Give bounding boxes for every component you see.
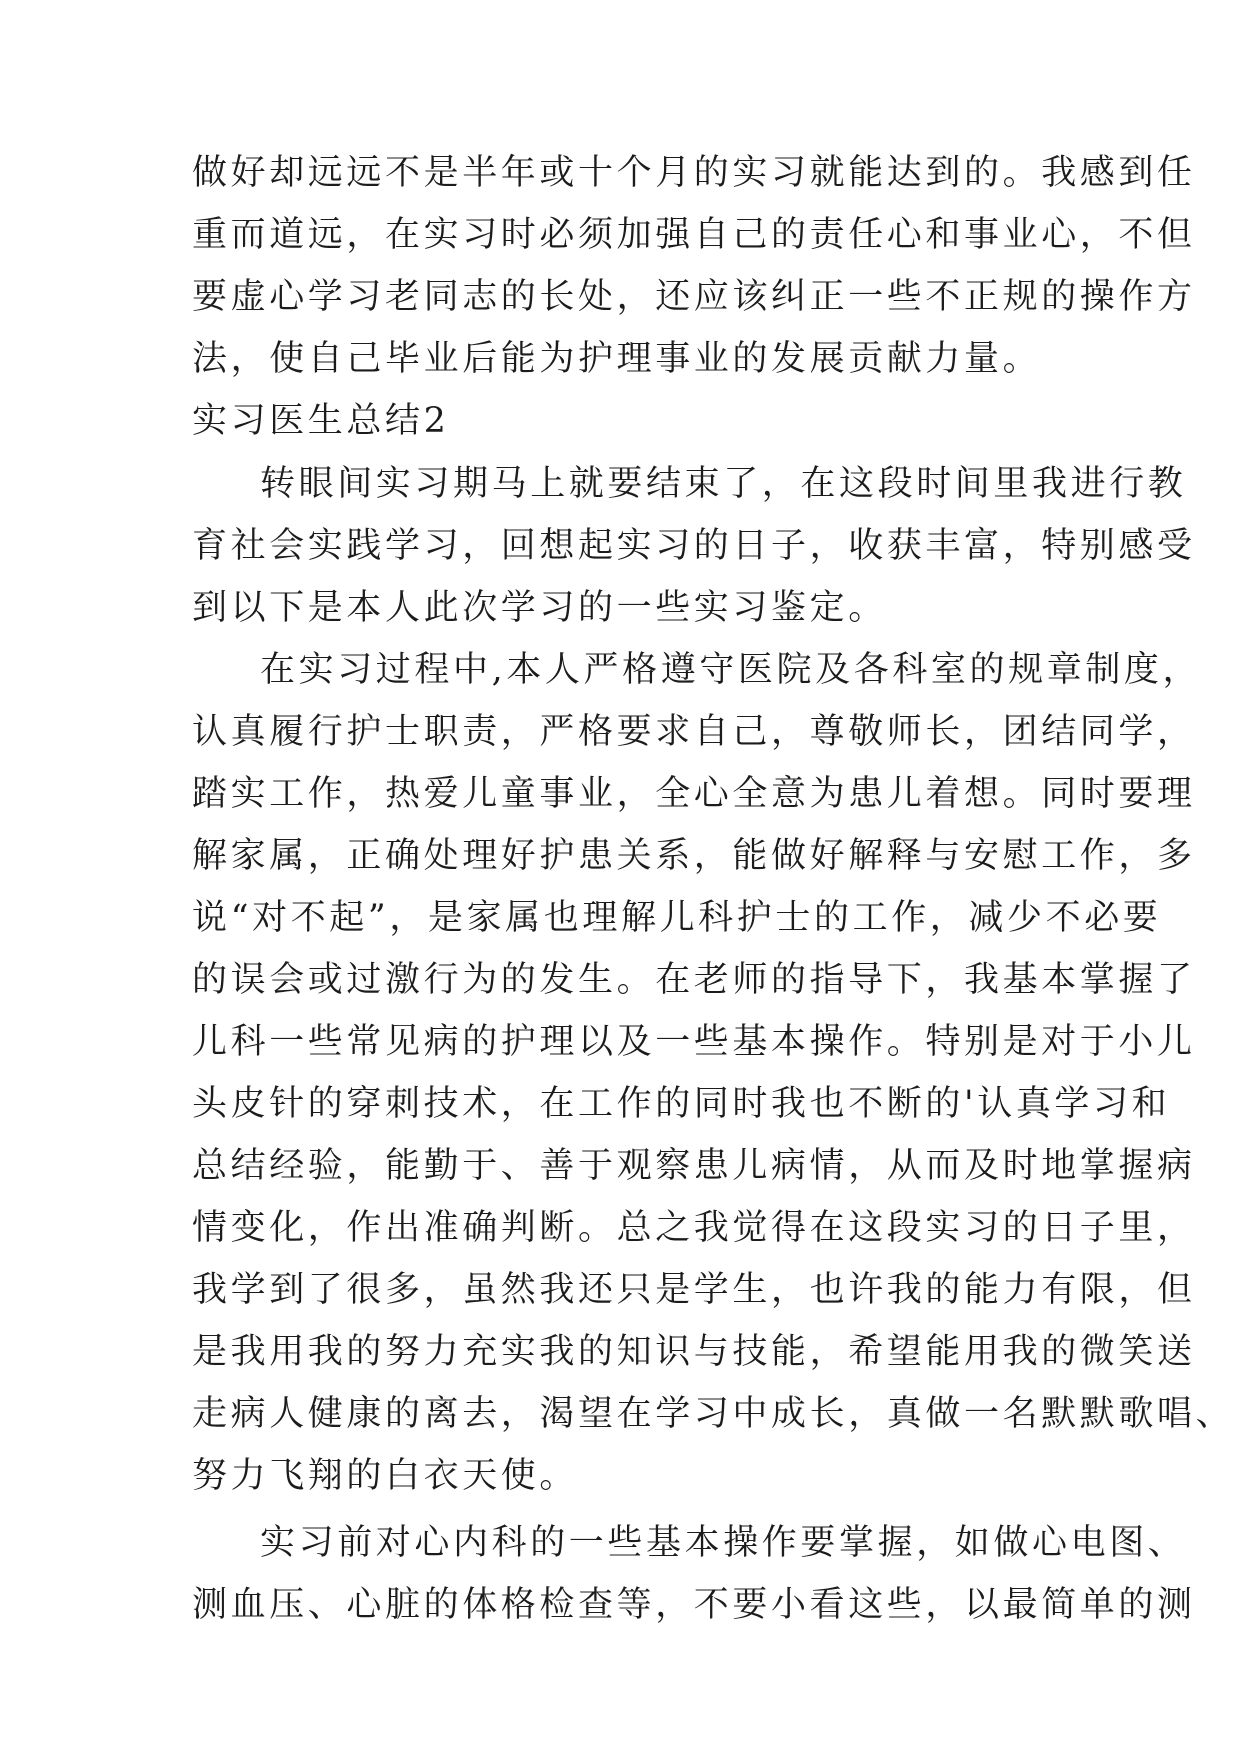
paragraph-first-line: 转眼间实习期马上就要结束了，在这段时间里我进行教 — [260, 464, 1187, 504]
text-line: 总结经验，能勤于、善于观察患儿病情，从而及时地掌握病 — [192, 1146, 1196, 1186]
text-line: 的误会或过激行为的发生。在老师的指导下，我基本掌握了 — [192, 960, 1196, 1000]
text-line: 测血压、心脏的体格检查等，不要小看这些，以最简单的测 — [192, 1585, 1196, 1625]
text-line: 解家属，正确处理好护患关系，能做好解释与安慰工作，多 — [192, 836, 1196, 876]
paragraph-first-line: 实习前对心内科的一些基本操作要掌握，如做心电图、 — [260, 1523, 1187, 1563]
paragraph-first-line: 在实习过程中,本人严格遵守医院及各科室的规章制度， — [260, 650, 1202, 690]
text-line: 儿科一些常见病的护理以及一些基本操作。特别是对于小儿 — [192, 1022, 1196, 1062]
text-line: 我学到了很多，虽然我还只是学生，也许我的能力有限，但 — [192, 1270, 1196, 1310]
text-line: 努力飞翔的白衣天使。 — [192, 1456, 579, 1496]
text-line: 到以下是本人此次学习的一些实习鉴定。 — [192, 588, 887, 628]
text-line: 走病人健康的离去，渴望在学习中成长，真做一名默默歌唱、 — [192, 1394, 1235, 1434]
text-line: 做好却远远不是半年或十个月的实习就能达到的。我感到任 — [192, 153, 1196, 193]
text-line: 重而道远，在实习时必须加强自己的责任心和事业心，不但 — [192, 215, 1196, 255]
text-line: 育社会实践学习，回想起实习的日子，收获丰富，特别感受 — [192, 526, 1196, 566]
text-line: 要虚心学习老同志的长处，还应该纠正一些不正规的操作方 — [192, 277, 1196, 317]
text-line: 踏实工作，热爱儿童事业，全心全意为患儿着想。同时要理 — [192, 774, 1196, 814]
text-line: 是我用我的努力充实我的知识与技能，希望能用我的微笑送 — [192, 1332, 1196, 1372]
section-heading: 实习医生总结2 — [192, 401, 450, 441]
text-line: 头皮针的穿刺技术，在工作的同时我也不断的'认真学习和 — [192, 1084, 1171, 1124]
text-line: 说“对不起”，是家属也理解儿科护士的工作，减少不必要 — [192, 898, 1162, 938]
text-line: 情变化，作出准确判断。总之我觉得在这段实习的日子里， — [192, 1208, 1196, 1248]
text-line: 认真履行护士职责，严格要求自己，尊敬师长，团结同学， — [192, 712, 1196, 752]
text-line: 法，使自己毕业后能为护理事业的发展贡献力量。 — [192, 339, 1042, 379]
